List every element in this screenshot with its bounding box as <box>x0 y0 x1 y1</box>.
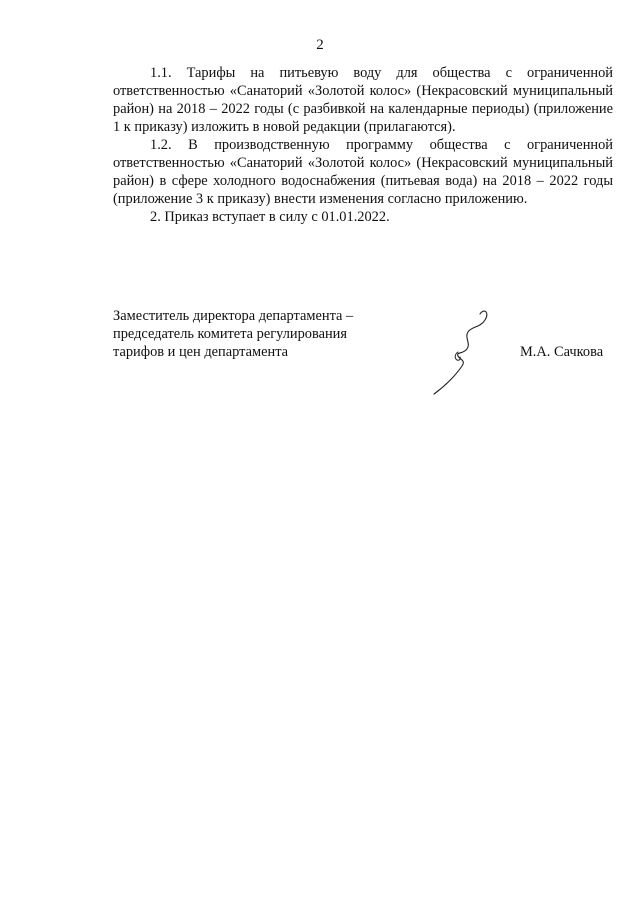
position-line-2: председатель комитета регулирования <box>113 326 347 342</box>
document-body <box>113 64 613 226</box>
paragraph-1-1: 1.1. Тарифы на питьевую воду для общества с ограниченной ответственностью «Санаторий «Золотой колос» (Некрасовский муниципальный район) на 2018 – 2022 годы (с разбивкой на календарные периоды) (приложение 1 к приказу) изложить в новой редакции (прилагаются). <box>113 65 613 135</box>
signatory-name: М.А. Сачкова <box>520 344 604 360</box>
paragraph-2: 2. Приказ вступает в силу с 01.01.2022. <box>150 209 390 225</box>
paragraph-1-2: 1.2. В производственную программу общества с ограниченной ответственностью «Санаторий «Золотой колос» (Некрасовский муниципальный район) в сфере холодного водоснабжения (питьевая вода) на 2018 – 2022 годы (приложение 3 к приказу) внести изменения согласно приложению. <box>113 137 613 207</box>
page-number: 2 <box>316 37 324 53</box>
handwritten-signature <box>428 306 498 398</box>
position-line-1: Заместитель директора департамента – <box>113 308 354 324</box>
signatory-position <box>113 307 433 361</box>
position-line-3: тарифов и цен департамента <box>113 344 289 360</box>
